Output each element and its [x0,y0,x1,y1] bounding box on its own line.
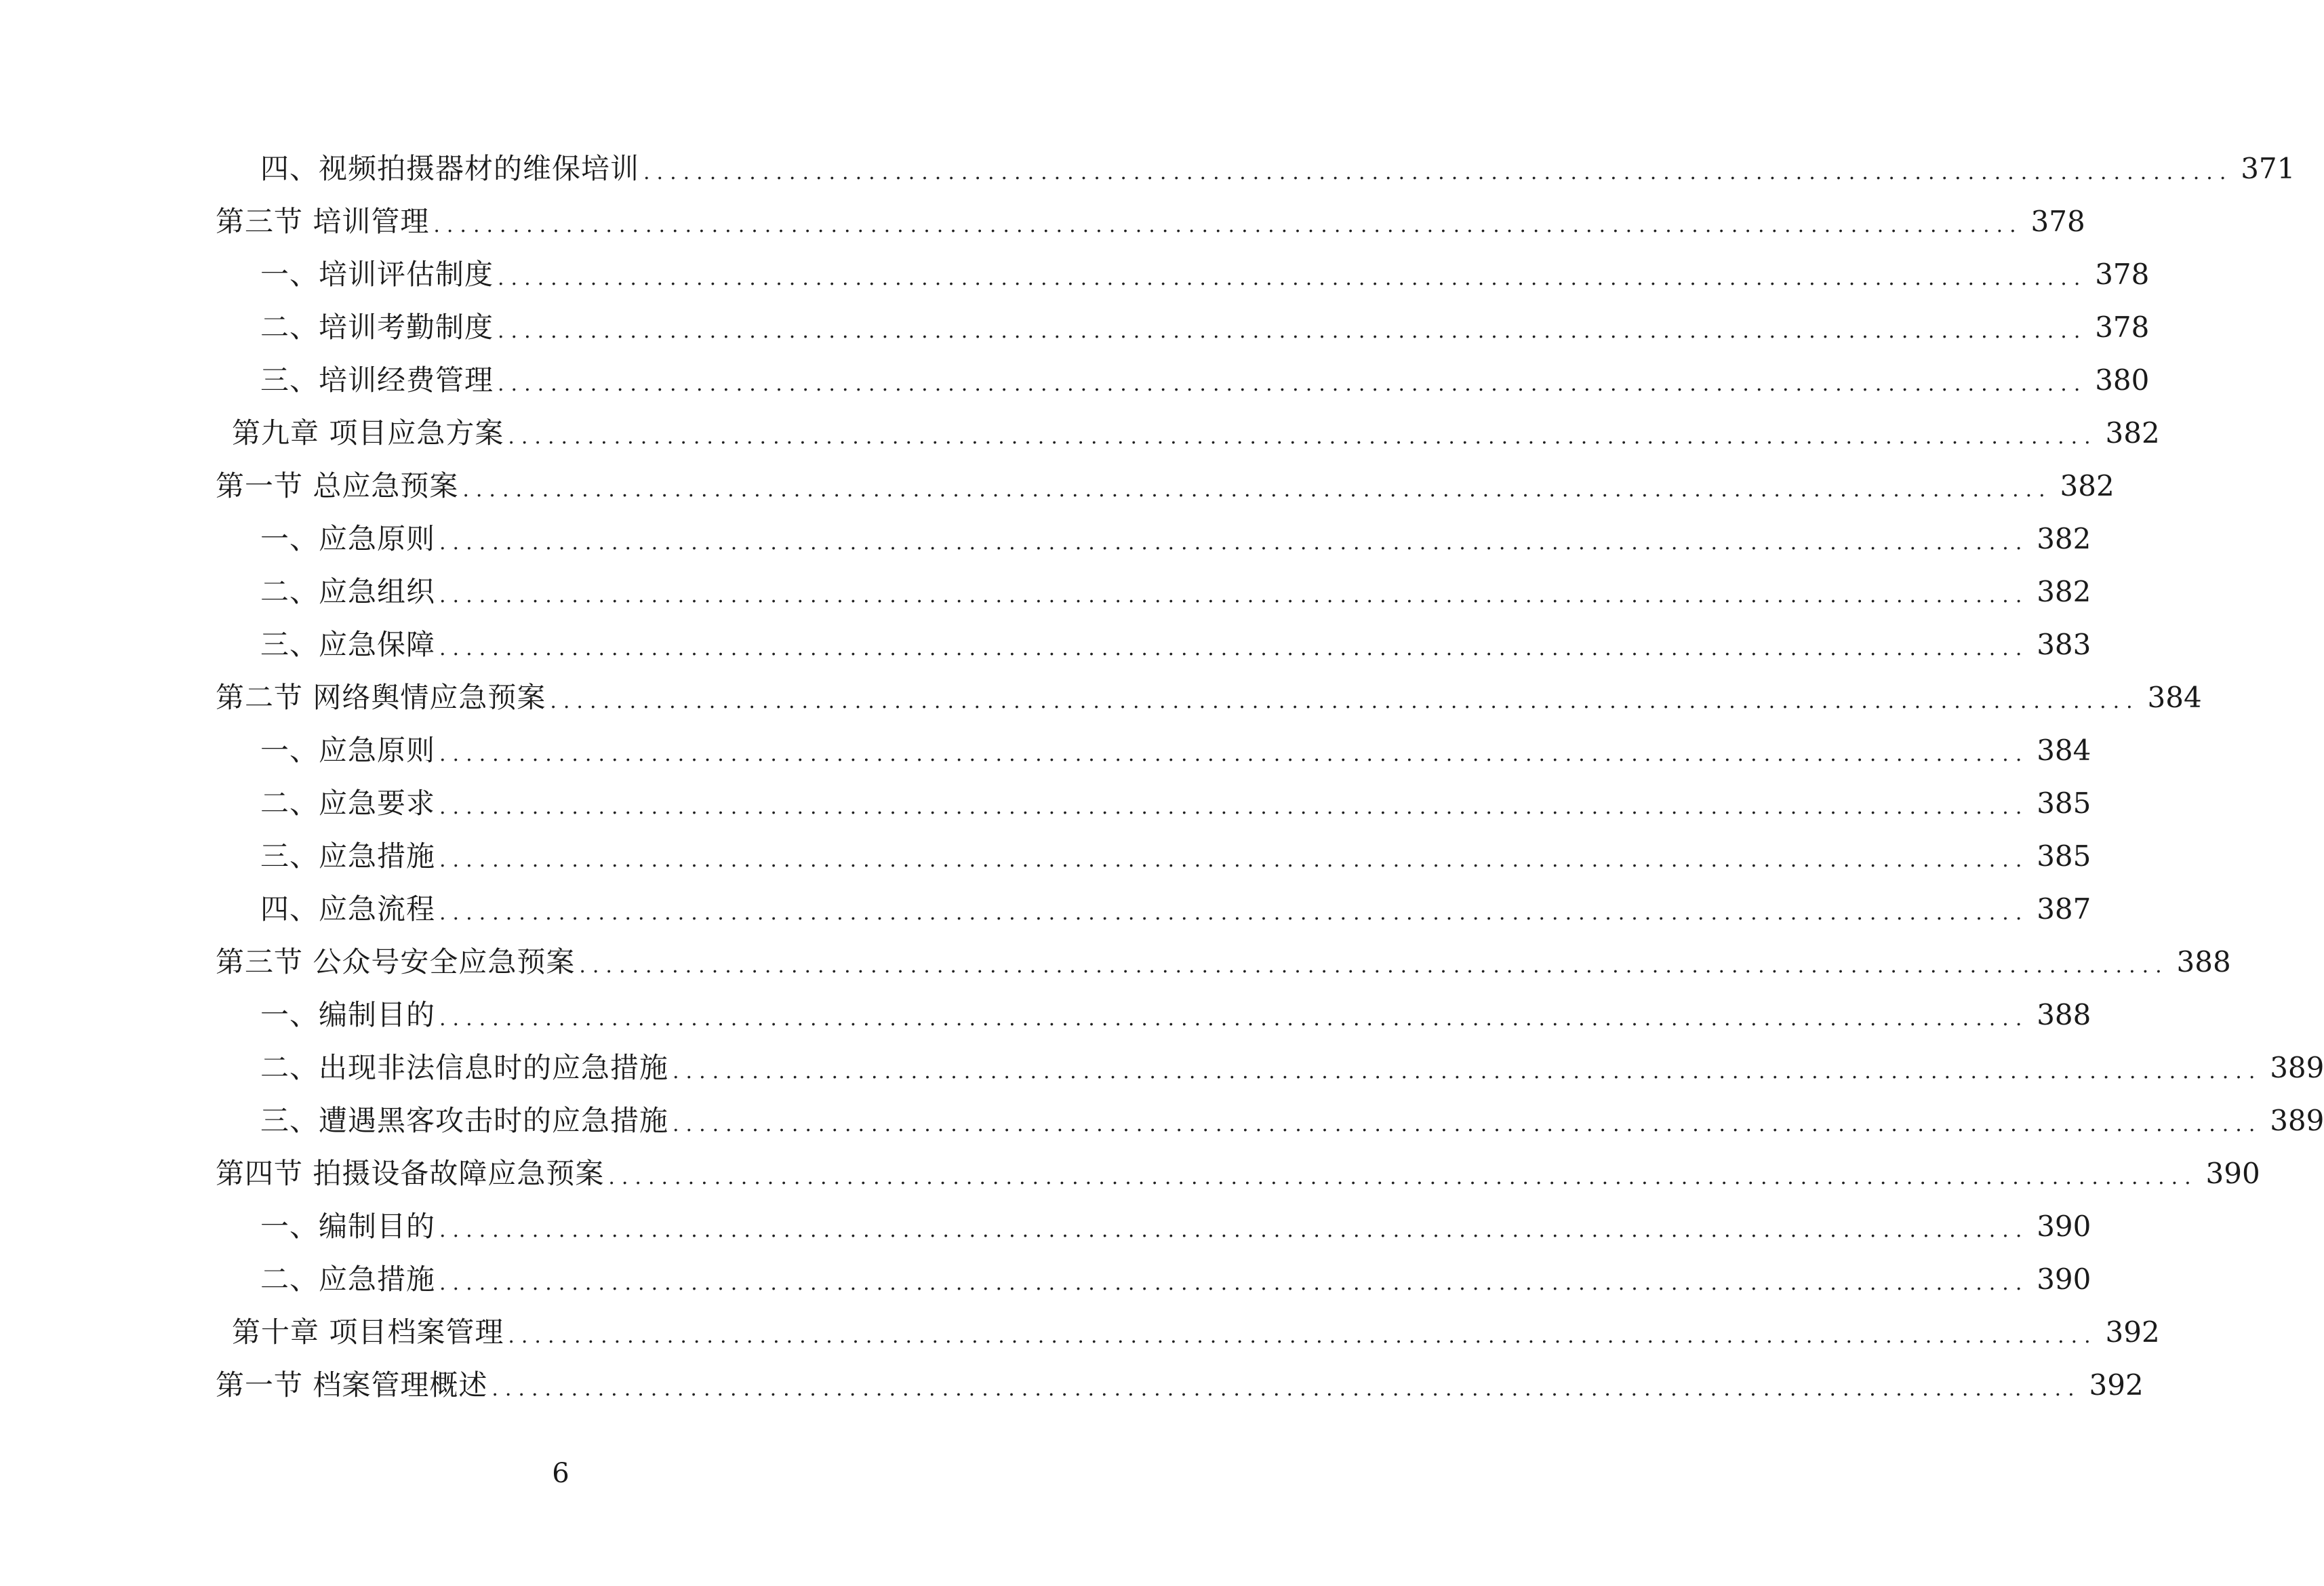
dot-leader: ........................................................................................................................ [508,425,2098,449]
toc-entry-label: 第九章 项目应急方案 [232,416,504,450]
dot-leader: ........................................................................................................................ [462,478,2052,502]
toc-entry-page: 378 [2030,205,2085,238]
toc-entry-label: 一、应急原则 [260,522,436,555]
dot-leader: ........................................................................................................................ [608,1166,2198,1189]
dot-leader: ........................................................................................................................ [439,742,2029,766]
toc-entry-label: 二、应急措施 [260,1263,436,1296]
toc-entry-label: 一、编制目的 [260,998,436,1031]
dot-leader: ........................................................................................................................ [508,1324,2098,1348]
toc-entry-page: 390 [2037,1263,2091,1296]
dot-leader: ........................................................................................................................ [439,795,2029,819]
dot-leader: ........................................................................................................................ [498,319,2087,343]
toc-entry-page: 382 [2037,522,2091,555]
toc-entry-item[interactable] [0,777,2091,830]
toc-entry-label: 第一节 档案管理概述 [216,1368,488,1402]
toc-entry-item[interactable] [0,142,2296,195]
toc-entry-label: 一、应急原则 [260,734,436,767]
toc-entry-page: 380 [2095,363,2150,397]
toc-entry-item[interactable] [0,1253,2091,1306]
toc-entry-label: 三、培训经费管理 [260,363,494,397]
toc-entry-page: 385 [2037,787,2091,820]
toc-entry-page: 382 [2060,469,2115,502]
toc-entry-label: 四、视频拍摄器材的维保培训 [260,152,640,185]
toc-entry-item[interactable] [0,566,2091,618]
dot-leader: ........................................................................................................................ [673,1113,2262,1136]
toc-entry-page: 382 [2105,416,2160,450]
toc-entry-page: 378 [2095,258,2150,291]
dot-leader: ........................................................................................................................ [439,584,2029,608]
dot-leader: ........................................................................................................................ [439,1007,2029,1031]
toc-entry-item[interactable] [0,1094,2324,1147]
toc-entry-item[interactable] [0,513,2091,566]
toc-entry-page: 390 [2205,1157,2260,1190]
toc-entry-page: 378 [2095,311,2150,344]
toc-entry-label: 二、培训考勤制度 [260,311,494,344]
toc-entry-label: 第二节 网络舆情应急预案 [216,681,546,714]
toc-entry-page: 371 [2241,152,2296,185]
toc-entry-label: 第一节 总应急预案 [216,469,459,502]
toc-entry-label: 二、应急要求 [260,787,436,820]
toc-entry-page: 384 [2037,734,2091,767]
toc-entry-label: 第四节 拍摄设备故障应急预案 [216,1157,605,1190]
toc-entry-item[interactable] [0,248,2150,301]
dot-leader: ........................................................................................................................ [439,901,2029,925]
dot-leader: ........................................................................................................................ [643,161,2233,184]
toc-entry-page: 389 [2270,1051,2324,1084]
page-number: 6 [552,1458,569,1489]
toc-entry-label: 三、遭遇黑客攻击时的应急措施 [260,1104,669,1137]
toc-entry-section[interactable] [0,195,2085,248]
toc-entry-section[interactable] [0,460,2115,513]
toc-entry-page: 382 [2037,575,2091,608]
toc-entry-label: 第三节 公众号安全应急预案 [216,945,576,978]
dot-leader: ........................................................................................................................ [439,531,2029,555]
dot-leader: ........................................................................................................................ [673,1060,2262,1084]
toc-entry-label: 第三节 培训管理 [216,205,430,238]
toc-entry-page: 385 [2037,839,2091,873]
toc-entry-chapter[interactable] [0,407,2160,460]
toc-entry-item[interactable] [0,883,2091,936]
toc-entry-label: 二、应急组织 [260,575,436,608]
toc-entry-item[interactable] [0,724,2091,777]
toc-entry-item[interactable] [0,1042,2324,1094]
toc-entry-item[interactable] [0,1200,2091,1253]
dot-leader: ........................................................................................................................ [439,848,2029,872]
toc-entry-chapter[interactable] [0,1306,2160,1359]
toc-entry-label: 二、出现非法信息时的应急措施 [260,1051,669,1084]
dot-leader: ........................................................................................................................ [439,637,2029,660]
toc-entry-section[interactable] [0,1147,2260,1200]
toc-entry-item[interactable] [0,354,2150,407]
toc-entry-label: 四、应急流程 [260,892,436,926]
dot-leader: ........................................................................................................................ [550,690,2140,713]
toc-entry-page: 390 [2037,1210,2091,1243]
toc-entry-section[interactable] [0,936,2231,989]
toc-entry-item[interactable] [0,301,2150,354]
dot-leader: ........................................................................................................................ [439,1271,2029,1295]
table-of-contents [0,142,2324,1412]
dot-leader: ........................................................................................................................ [579,954,2169,978]
toc-entry-page: 383 [2037,628,2091,661]
toc-entry-page: 389 [2270,1104,2324,1137]
toc-entry-section[interactable] [0,1359,2144,1412]
toc-entry-label: 一、培训评估制度 [260,258,494,291]
toc-entry-page: 392 [2105,1315,2160,1349]
dot-leader: ........................................................................................................................ [498,266,2087,290]
toc-entry-page: 387 [2037,892,2091,926]
toc-entry-page: 388 [2176,945,2231,978]
toc-entry-label: 一、编制目的 [260,1210,436,1243]
toc-entry-item[interactable] [0,989,2091,1042]
dot-leader: ........................................................................................................................ [498,372,2087,396]
toc-entry-page: 384 [2147,681,2202,714]
toc-entry-page: 388 [2037,998,2091,1031]
toc-entry-label: 三、应急措施 [260,839,436,873]
toc-entry-label: 三、应急保障 [260,628,436,661]
dot-leader: ........................................................................................................................ [433,214,2023,237]
toc-entry-item[interactable] [0,618,2091,671]
dot-leader: ........................................................................................................................ [492,1377,2081,1401]
toc-entry-item[interactable] [0,830,2091,883]
toc-entry-label: 第十章 项目档案管理 [232,1315,504,1349]
dot-leader: ........................................................................................................................ [439,1218,2029,1242]
toc-entry-page: 392 [2089,1368,2144,1402]
toc-entry-section[interactable] [0,671,2202,724]
